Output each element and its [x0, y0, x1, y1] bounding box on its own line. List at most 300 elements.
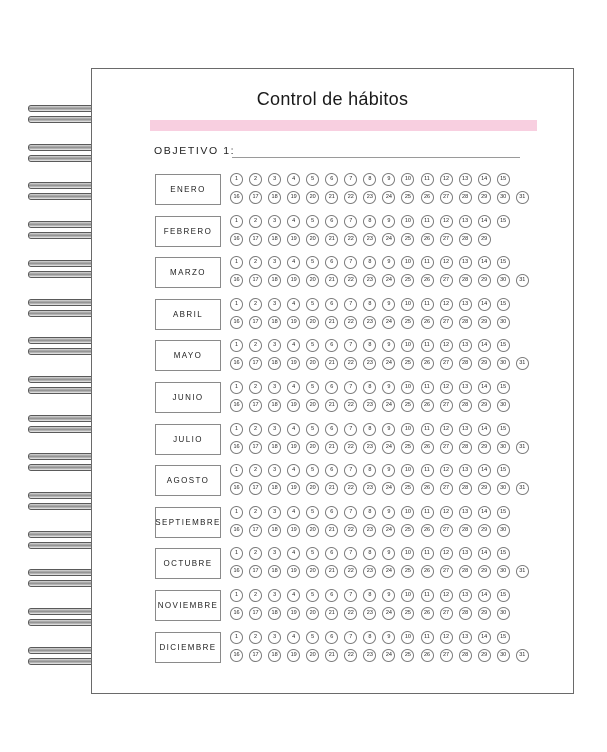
day-circle[interactable]: 26	[421, 441, 434, 454]
day-circle[interactable]: 22	[344, 233, 357, 246]
day-circle[interactable]: 14	[478, 423, 491, 436]
day-circle[interactable]: 25	[401, 607, 414, 620]
day-circle[interactable]: 28	[459, 441, 472, 454]
day-circle[interactable]: 26	[421, 565, 434, 578]
day-circle[interactable]: 3	[268, 381, 281, 394]
day-circle[interactable]: 12	[440, 589, 453, 602]
day-circle[interactable]: 16	[230, 565, 243, 578]
day-circle[interactable]: 6	[325, 506, 338, 519]
day-circle[interactable]: 16	[230, 233, 243, 246]
day-circle[interactable]: 17	[249, 399, 262, 412]
day-circle[interactable]: 14	[478, 215, 491, 228]
day-circle[interactable]: 8	[363, 506, 376, 519]
day-circle[interactable]: 31	[516, 191, 529, 204]
day-circle[interactable]: 4	[287, 173, 300, 186]
day-circle[interactable]: 18	[268, 482, 281, 495]
day-circle[interactable]: 6	[325, 589, 338, 602]
day-circle[interactable]: 6	[325, 298, 338, 311]
day-circle[interactable]: 6	[325, 547, 338, 560]
day-circle[interactable]: 19	[287, 649, 300, 662]
day-circle[interactable]: 9	[382, 506, 395, 519]
day-circle[interactable]: 22	[344, 399, 357, 412]
day-circle[interactable]: 25	[401, 399, 414, 412]
day-circle[interactable]: 5	[306, 631, 319, 644]
day-circle[interactable]: 6	[325, 381, 338, 394]
day-circle[interactable]: 3	[268, 173, 281, 186]
day-circle[interactable]: 22	[344, 524, 357, 537]
day-circle[interactable]: 17	[249, 524, 262, 537]
day-circle[interactable]: 28	[459, 274, 472, 287]
day-circle[interactable]: 28	[459, 316, 472, 329]
day-circle[interactable]: 25	[401, 441, 414, 454]
day-circle[interactable]: 19	[287, 482, 300, 495]
day-circle[interactable]: 10	[401, 423, 414, 436]
day-circle[interactable]: 31	[516, 357, 529, 370]
day-circle[interactable]: 20	[306, 649, 319, 662]
day-circle[interactable]: 10	[401, 589, 414, 602]
day-circle[interactable]: 23	[363, 274, 376, 287]
day-circle[interactable]: 25	[401, 357, 414, 370]
day-circle[interactable]: 10	[401, 298, 414, 311]
day-circle[interactable]: 15	[497, 256, 510, 269]
day-circle[interactable]: 1	[230, 256, 243, 269]
day-circle[interactable]: 16	[230, 399, 243, 412]
day-circle[interactable]: 8	[363, 464, 376, 477]
day-circle[interactable]: 31	[516, 649, 529, 662]
day-circle[interactable]: 9	[382, 173, 395, 186]
day-circle[interactable]: 27	[440, 399, 453, 412]
day-circle[interactable]: 25	[401, 233, 414, 246]
day-circle[interactable]: 23	[363, 565, 376, 578]
day-circle[interactable]: 23	[363, 191, 376, 204]
day-circle[interactable]: 31	[516, 482, 529, 495]
day-circle[interactable]: 6	[325, 339, 338, 352]
day-circle[interactable]: 29	[478, 482, 491, 495]
day-circle[interactable]: 20	[306, 191, 319, 204]
day-circle[interactable]: 4	[287, 423, 300, 436]
day-circle[interactable]: 6	[325, 631, 338, 644]
day-circle[interactable]: 28	[459, 607, 472, 620]
day-circle[interactable]: 18	[268, 357, 281, 370]
day-circle[interactable]: 23	[363, 316, 376, 329]
day-circle[interactable]: 29	[478, 233, 491, 246]
day-circle[interactable]: 26	[421, 399, 434, 412]
day-circle[interactable]: 23	[363, 482, 376, 495]
day-circle[interactable]: 31	[516, 274, 529, 287]
day-circle[interactable]: 17	[249, 649, 262, 662]
day-circle[interactable]: 13	[459, 423, 472, 436]
day-circle[interactable]: 25	[401, 316, 414, 329]
day-circle[interactable]: 3	[268, 464, 281, 477]
day-circle[interactable]: 24	[382, 649, 395, 662]
day-circle[interactable]: 24	[382, 482, 395, 495]
day-circle[interactable]: 11	[421, 173, 434, 186]
day-circle[interactable]: 21	[325, 607, 338, 620]
day-circle[interactable]: 12	[440, 339, 453, 352]
day-circle[interactable]: 5	[306, 339, 319, 352]
day-circle[interactable]: 24	[382, 524, 395, 537]
day-circle[interactable]: 4	[287, 631, 300, 644]
day-circle[interactable]: 12	[440, 256, 453, 269]
day-circle[interactable]: 13	[459, 589, 472, 602]
day-circle[interactable]: 4	[287, 256, 300, 269]
day-circle[interactable]: 19	[287, 441, 300, 454]
day-circle[interactable]: 24	[382, 233, 395, 246]
day-circle[interactable]: 4	[287, 381, 300, 394]
day-circle[interactable]: 5	[306, 298, 319, 311]
day-circle[interactable]: 11	[421, 589, 434, 602]
day-circle[interactable]: 11	[421, 506, 434, 519]
day-circle[interactable]: 8	[363, 547, 376, 560]
day-circle[interactable]: 6	[325, 423, 338, 436]
day-circle[interactable]: 15	[497, 506, 510, 519]
day-circle[interactable]: 8	[363, 256, 376, 269]
day-circle[interactable]: 14	[478, 173, 491, 186]
day-circle[interactable]: 2	[249, 173, 262, 186]
day-circle[interactable]: 10	[401, 215, 414, 228]
day-circle[interactable]: 14	[478, 298, 491, 311]
day-circle[interactable]: 1	[230, 298, 243, 311]
day-circle[interactable]: 21	[325, 649, 338, 662]
day-circle[interactable]: 3	[268, 339, 281, 352]
day-circle[interactable]: 7	[344, 215, 357, 228]
day-circle[interactable]: 18	[268, 233, 281, 246]
day-circle[interactable]: 18	[268, 565, 281, 578]
day-circle[interactable]: 9	[382, 547, 395, 560]
day-circle[interactable]: 29	[478, 565, 491, 578]
day-circle[interactable]: 22	[344, 441, 357, 454]
day-circle[interactable]: 30	[497, 441, 510, 454]
day-circle[interactable]: 26	[421, 233, 434, 246]
day-circle[interactable]: 8	[363, 423, 376, 436]
day-circle[interactable]: 25	[401, 524, 414, 537]
day-circle[interactable]: 21	[325, 274, 338, 287]
day-circle[interactable]: 15	[497, 464, 510, 477]
day-circle[interactable]: 2	[249, 339, 262, 352]
day-circle[interactable]: 15	[497, 631, 510, 644]
day-circle[interactable]: 30	[497, 482, 510, 495]
day-circle[interactable]: 19	[287, 233, 300, 246]
day-circle[interactable]: 17	[249, 191, 262, 204]
day-circle[interactable]: 26	[421, 482, 434, 495]
day-circle[interactable]: 25	[401, 565, 414, 578]
day-circle[interactable]: 12	[440, 423, 453, 436]
day-circle[interactable]: 24	[382, 191, 395, 204]
day-circle[interactable]: 16	[230, 524, 243, 537]
day-circle[interactable]: 19	[287, 607, 300, 620]
day-circle[interactable]: 7	[344, 256, 357, 269]
day-circle[interactable]: 23	[363, 233, 376, 246]
day-circle[interactable]: 3	[268, 423, 281, 436]
day-circle[interactable]: 31	[516, 565, 529, 578]
day-circle[interactable]: 7	[344, 381, 357, 394]
day-circle[interactable]: 2	[249, 423, 262, 436]
day-circle[interactable]: 22	[344, 274, 357, 287]
day-circle[interactable]: 2	[249, 464, 262, 477]
day-circle[interactable]: 11	[421, 339, 434, 352]
day-circle[interactable]: 14	[478, 256, 491, 269]
day-circle[interactable]: 25	[401, 191, 414, 204]
day-circle[interactable]: 23	[363, 399, 376, 412]
day-circle[interactable]: 4	[287, 298, 300, 311]
day-circle[interactable]: 29	[478, 607, 491, 620]
day-circle[interactable]: 8	[363, 589, 376, 602]
day-circle[interactable]: 10	[401, 464, 414, 477]
day-circle[interactable]: 23	[363, 441, 376, 454]
day-circle[interactable]: 20	[306, 399, 319, 412]
day-circle[interactable]: 13	[459, 173, 472, 186]
day-circle[interactable]: 10	[401, 173, 414, 186]
day-circle[interactable]: 22	[344, 191, 357, 204]
day-circle[interactable]: 2	[249, 547, 262, 560]
day-circle[interactable]: 20	[306, 233, 319, 246]
day-circle[interactable]: 19	[287, 357, 300, 370]
day-circle[interactable]: 18	[268, 399, 281, 412]
day-circle[interactable]: 18	[268, 441, 281, 454]
day-circle[interactable]: 16	[230, 316, 243, 329]
day-circle[interactable]: 13	[459, 339, 472, 352]
day-circle[interactable]: 12	[440, 506, 453, 519]
day-circle[interactable]: 17	[249, 482, 262, 495]
day-circle[interactable]: 18	[268, 191, 281, 204]
day-circle[interactable]: 29	[478, 524, 491, 537]
day-circle[interactable]: 21	[325, 233, 338, 246]
day-circle[interactable]: 26	[421, 357, 434, 370]
day-circle[interactable]: 23	[363, 524, 376, 537]
day-circle[interactable]: 1	[230, 506, 243, 519]
day-circle[interactable]: 19	[287, 316, 300, 329]
day-circle[interactable]: 30	[497, 191, 510, 204]
day-circle[interactable]: 1	[230, 381, 243, 394]
day-circle[interactable]: 5	[306, 215, 319, 228]
day-circle[interactable]: 30	[497, 274, 510, 287]
day-circle[interactable]: 13	[459, 464, 472, 477]
day-circle[interactable]: 17	[249, 233, 262, 246]
day-circle[interactable]: 17	[249, 316, 262, 329]
day-circle[interactable]: 23	[363, 357, 376, 370]
day-circle[interactable]: 21	[325, 399, 338, 412]
day-circle[interactable]: 15	[497, 339, 510, 352]
day-circle[interactable]: 5	[306, 423, 319, 436]
day-circle[interactable]: 2	[249, 215, 262, 228]
day-circle[interactable]: 15	[497, 423, 510, 436]
day-circle[interactable]: 20	[306, 316, 319, 329]
day-circle[interactable]: 14	[478, 339, 491, 352]
day-circle[interactable]: 11	[421, 381, 434, 394]
day-circle[interactable]: 15	[497, 298, 510, 311]
day-circle[interactable]: 1	[230, 631, 243, 644]
day-circle[interactable]: 5	[306, 589, 319, 602]
day-circle[interactable]: 19	[287, 524, 300, 537]
day-circle[interactable]: 5	[306, 173, 319, 186]
day-circle[interactable]: 9	[382, 423, 395, 436]
day-circle[interactable]: 21	[325, 357, 338, 370]
day-circle[interactable]: 2	[249, 298, 262, 311]
day-circle[interactable]: 3	[268, 256, 281, 269]
day-circle[interactable]: 9	[382, 631, 395, 644]
day-circle[interactable]: 14	[478, 589, 491, 602]
day-circle[interactable]: 12	[440, 215, 453, 228]
day-circle[interactable]: 13	[459, 547, 472, 560]
day-circle[interactable]: 14	[478, 506, 491, 519]
day-circle[interactable]: 22	[344, 357, 357, 370]
day-circle[interactable]: 17	[249, 357, 262, 370]
day-circle[interactable]: 29	[478, 274, 491, 287]
day-circle[interactable]: 30	[497, 649, 510, 662]
day-circle[interactable]: 20	[306, 565, 319, 578]
day-circle[interactable]: 24	[382, 441, 395, 454]
day-circle[interactable]: 1	[230, 173, 243, 186]
day-circle[interactable]: 2	[249, 631, 262, 644]
day-circle[interactable]: 4	[287, 215, 300, 228]
day-circle[interactable]: 19	[287, 274, 300, 287]
day-circle[interactable]: 10	[401, 631, 414, 644]
day-circle[interactable]: 13	[459, 215, 472, 228]
day-circle[interactable]: 28	[459, 357, 472, 370]
day-circle[interactable]: 2	[249, 589, 262, 602]
day-circle[interactable]: 12	[440, 381, 453, 394]
day-circle[interactable]: 15	[497, 173, 510, 186]
day-circle[interactable]: 28	[459, 565, 472, 578]
day-circle[interactable]: 7	[344, 339, 357, 352]
day-circle[interactable]: 3	[268, 298, 281, 311]
day-circle[interactable]: 27	[440, 233, 453, 246]
day-circle[interactable]: 27	[440, 357, 453, 370]
day-circle[interactable]: 26	[421, 524, 434, 537]
day-circle[interactable]: 9	[382, 215, 395, 228]
day-circle[interactable]: 13	[459, 631, 472, 644]
day-circle[interactable]: 7	[344, 464, 357, 477]
day-circle[interactable]: 4	[287, 589, 300, 602]
day-circle[interactable]: 16	[230, 607, 243, 620]
day-circle[interactable]: 16	[230, 441, 243, 454]
day-circle[interactable]: 12	[440, 631, 453, 644]
day-circle[interactable]: 8	[363, 173, 376, 186]
day-circle[interactable]: 30	[497, 357, 510, 370]
day-circle[interactable]: 16	[230, 482, 243, 495]
day-circle[interactable]: 13	[459, 298, 472, 311]
day-circle[interactable]: 21	[325, 191, 338, 204]
day-circle[interactable]: 27	[440, 191, 453, 204]
day-circle[interactable]: 30	[497, 399, 510, 412]
day-circle[interactable]: 12	[440, 173, 453, 186]
day-circle[interactable]: 27	[440, 565, 453, 578]
day-circle[interactable]: 29	[478, 441, 491, 454]
day-circle[interactable]: 25	[401, 649, 414, 662]
day-circle[interactable]: 14	[478, 464, 491, 477]
day-circle[interactable]: 11	[421, 256, 434, 269]
day-circle[interactable]: 9	[382, 589, 395, 602]
day-circle[interactable]: 21	[325, 441, 338, 454]
day-circle[interactable]: 13	[459, 256, 472, 269]
day-circle[interactable]: 6	[325, 464, 338, 477]
day-circle[interactable]: 20	[306, 274, 319, 287]
day-circle[interactable]: 20	[306, 357, 319, 370]
day-circle[interactable]: 21	[325, 316, 338, 329]
day-circle[interactable]: 7	[344, 298, 357, 311]
day-circle[interactable]: 4	[287, 506, 300, 519]
day-circle[interactable]: 11	[421, 423, 434, 436]
day-circle[interactable]: 19	[287, 565, 300, 578]
day-circle[interactable]: 7	[344, 173, 357, 186]
day-circle[interactable]: 3	[268, 215, 281, 228]
day-circle[interactable]: 1	[230, 215, 243, 228]
day-circle[interactable]: 5	[306, 256, 319, 269]
day-circle[interactable]: 16	[230, 191, 243, 204]
day-circle[interactable]: 15	[497, 381, 510, 394]
day-circle[interactable]: 10	[401, 547, 414, 560]
day-circle[interactable]: 30	[497, 316, 510, 329]
day-circle[interactable]: 18	[268, 316, 281, 329]
day-circle[interactable]: 20	[306, 441, 319, 454]
day-circle[interactable]: 5	[306, 547, 319, 560]
day-circle[interactable]: 8	[363, 215, 376, 228]
day-circle[interactable]: 24	[382, 399, 395, 412]
day-circle[interactable]: 30	[497, 565, 510, 578]
day-circle[interactable]: 17	[249, 441, 262, 454]
day-circle[interactable]: 27	[440, 274, 453, 287]
day-circle[interactable]: 3	[268, 547, 281, 560]
day-circle[interactable]: 14	[478, 547, 491, 560]
day-circle[interactable]: 24	[382, 274, 395, 287]
day-circle[interactable]: 13	[459, 381, 472, 394]
day-circle[interactable]: 15	[497, 589, 510, 602]
day-circle[interactable]: 9	[382, 464, 395, 477]
day-circle[interactable]: 21	[325, 524, 338, 537]
day-circle[interactable]: 3	[268, 506, 281, 519]
day-circle[interactable]: 7	[344, 589, 357, 602]
day-circle[interactable]: 7	[344, 547, 357, 560]
day-circle[interactable]: 18	[268, 274, 281, 287]
day-circle[interactable]: 23	[363, 607, 376, 620]
day-circle[interactable]: 8	[363, 631, 376, 644]
day-circle[interactable]: 30	[497, 524, 510, 537]
day-circle[interactable]: 21	[325, 482, 338, 495]
day-circle[interactable]: 26	[421, 191, 434, 204]
day-circle[interactable]: 8	[363, 339, 376, 352]
day-circle[interactable]: 26	[421, 607, 434, 620]
day-circle[interactable]: 22	[344, 482, 357, 495]
day-circle[interactable]: 27	[440, 441, 453, 454]
day-circle[interactable]: 13	[459, 506, 472, 519]
day-circle[interactable]: 30	[497, 607, 510, 620]
day-circle[interactable]: 24	[382, 607, 395, 620]
day-circle[interactable]: 28	[459, 233, 472, 246]
day-circle[interactable]: 9	[382, 298, 395, 311]
day-circle[interactable]: 17	[249, 274, 262, 287]
day-circle[interactable]: 3	[268, 589, 281, 602]
day-circle[interactable]: 15	[497, 215, 510, 228]
day-circle[interactable]: 27	[440, 316, 453, 329]
day-circle[interactable]: 18	[268, 607, 281, 620]
day-circle[interactable]: 14	[478, 381, 491, 394]
day-circle[interactable]: 3	[268, 631, 281, 644]
day-circle[interactable]: 11	[421, 464, 434, 477]
day-circle[interactable]: 7	[344, 506, 357, 519]
day-circle[interactable]: 27	[440, 649, 453, 662]
day-circle[interactable]: 28	[459, 399, 472, 412]
day-circle[interactable]: 17	[249, 607, 262, 620]
day-circle[interactable]: 6	[325, 173, 338, 186]
day-circle[interactable]: 28	[459, 524, 472, 537]
day-circle[interactable]: 6	[325, 256, 338, 269]
day-circle[interactable]: 2	[249, 256, 262, 269]
day-circle[interactable]: 28	[459, 482, 472, 495]
day-circle[interactable]: 28	[459, 191, 472, 204]
day-circle[interactable]: 26	[421, 649, 434, 662]
day-circle[interactable]: 25	[401, 482, 414, 495]
day-circle[interactable]: 6	[325, 215, 338, 228]
